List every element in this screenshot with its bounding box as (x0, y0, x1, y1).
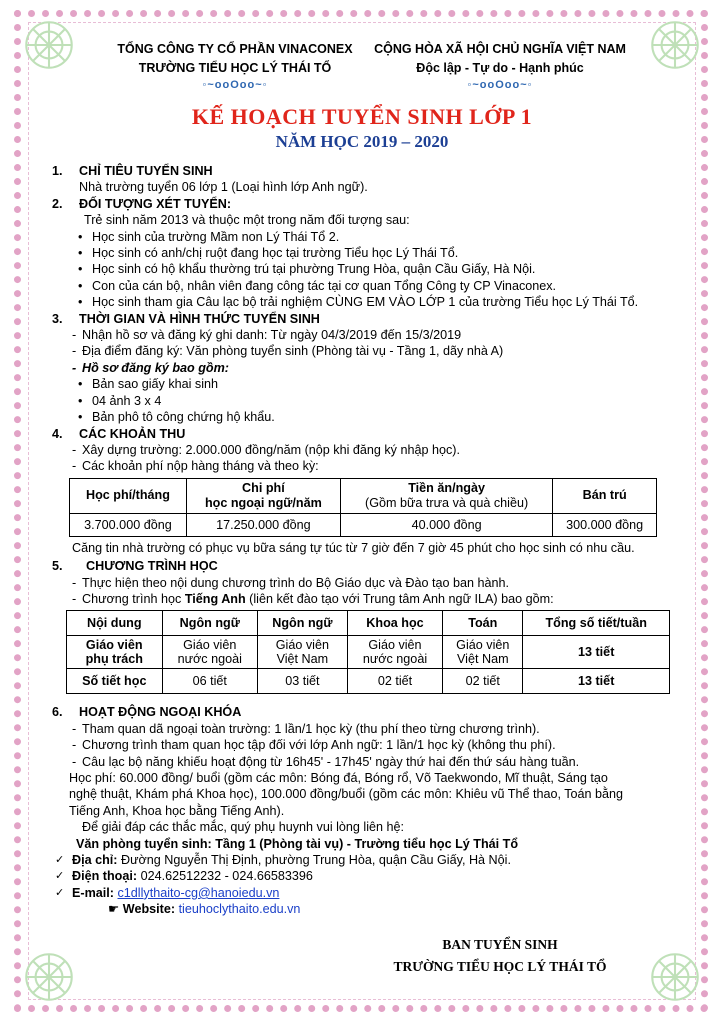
list-item: • 04 ảnh 3 x 4 (52, 393, 674, 409)
national-motto: Độc lập - Tự do - Hạnh phúc (416, 61, 584, 75)
table-header-cell: Bán trú (553, 478, 657, 513)
section-heading (52, 163, 674, 179)
fee-table (69, 478, 657, 537)
email-item (52, 885, 674, 901)
table-header-cell (186, 478, 340, 513)
table-header-cell: Học phí/tháng (70, 478, 187, 513)
section-number: 2. (52, 196, 63, 211)
table-cell: 13 tiết (523, 636, 670, 669)
cell-line: Giáo viên (368, 638, 422, 653)
list-item: • Con của cán bộ, nhân viên đang công tác tại cơ quan Tổng Công ty CP Vinaconex. (52, 278, 674, 294)
table-cell: 40.000 đồng (340, 513, 552, 536)
table-header-row (67, 611, 670, 636)
signature-line: BAN TUYỂN SINH (442, 937, 558, 952)
list-item: - Nhận hồ sơ và đăng ký ghi danh: Từ ngày 04/3/2019 đến 15/3/2019 (52, 327, 674, 343)
list-item (52, 591, 674, 607)
header-line: học ngoại ngữ/năm (204, 495, 322, 510)
national-header (370, 40, 630, 93)
corner-flower-icon (18, 946, 80, 1008)
table-header-cell (340, 478, 552, 513)
table-header-cell: Nội dung (67, 611, 163, 636)
org-name: TỔNG CÔNG TY CỔ PHẦN VINACONEX (117, 42, 353, 56)
paragraph: Nhà trường tuyển 06 lớp 1 (Loại hình lớp Anh ngữ). (79, 180, 368, 195)
table-cell (67, 636, 163, 669)
section-heading (52, 426, 674, 442)
section-heading (52, 704, 674, 720)
table-cell (347, 636, 442, 669)
paragraph: Học phí: 60.000 đồng/ buổi (gồm các môn: Bóng đá, Bóng rổ, Võ Taekwondo, Mĩ thuật, Sáng tạo (69, 770, 608, 785)
cell-line: nước ngoài (177, 652, 242, 667)
list-item: - Câu lạc bộ năng khiếu hoạt động từ 16h45' - 17h45' ngày thứ hai đến thứ sáu hàng tuần. (52, 754, 674, 770)
section-number: 5. (52, 559, 63, 574)
section-heading (52, 196, 674, 212)
signature-block (380, 934, 620, 978)
list-item: - Tham quan dã ngoại toàn trường: 1 lần/1 học kỳ (thu phí theo từng chương trình). (52, 721, 674, 737)
list-item: • Học sinh của trường Mầm non Lý Thái Tổ 2. (52, 229, 674, 245)
section-heading (52, 558, 674, 574)
list-item: • Học sinh tham gia Câu lạc bộ trải nghiệm CÙNG EM VÀO LỚP 1 của trường Tiểu học Lý Thái Tổ. (52, 294, 674, 310)
table-cell: 02 tiết (347, 669, 442, 694)
section-title: ĐỐI TƯỢNG XÉT TUYỂN: (79, 196, 232, 211)
section-number: 3. (52, 311, 63, 326)
table-cell: 06 tiết (162, 669, 257, 694)
table-header-row (70, 478, 657, 513)
cell-line: Giáo viên (183, 638, 237, 653)
corner-flower-icon (644, 14, 706, 76)
section-heading (52, 311, 674, 327)
field-label: Địa chỉ: (72, 853, 118, 867)
national-name: CỘNG HÒA XÃ HỘI CHỦ NGHĨA VIỆT NAM (374, 42, 626, 56)
cell-line: Giáo viên (456, 638, 510, 653)
signature-line: TRƯỜNG TIỂU HỌC LÝ THÁI TỔ (393, 959, 607, 974)
page-subtitle: NĂM HỌC 2019 – 2020 (275, 132, 449, 151)
table-cell: 3.700.000 đồng (70, 513, 187, 536)
list-item: • Học sinh có anh/chị ruột đang học tại trường Tiểu học Lý Thái Tổ. (52, 245, 674, 261)
paragraph: nghệ thuật, Khám phá Khoa học), 100.000 đồng/buổi (gồm các môn: Khiêu vũ Thể thao, Toán bằng (69, 787, 624, 802)
table-cell (162, 636, 257, 669)
field-label: E-mail: (72, 885, 114, 900)
list-item: • Bản phô tô công chứng hộ khẩu. (52, 409, 674, 425)
section-number: 1. (52, 164, 63, 178)
list-item: - Các khoản phí nộp hàng tháng và theo kỳ: (52, 458, 674, 474)
curriculum-table (66, 610, 670, 694)
list-item: - Thực hiện theo nội dung chương trình do Bộ Giáo dục và Đào tạo ban hành. (52, 575, 674, 591)
table-row (67, 636, 670, 669)
field-label: Điện thoại: (72, 869, 138, 884)
cell-line: Giáo viên (85, 638, 143, 653)
section-title: THỜI GIAN VÀ HÌNH THỨC TUYỂN SINH (79, 311, 320, 326)
corner-flower-icon (18, 14, 80, 76)
table-cell: 17.250.000 đồng (186, 513, 340, 536)
phone-item (52, 868, 674, 884)
paragraph: Trẻ sinh năm 2013 và thuộc một trong năm đối tượng sau: (84, 213, 410, 228)
ornament-divider-icon: ◦~ooOoo~◦ (467, 79, 533, 91)
school-name: TRƯỜNG TIỂU HỌC LÝ THÁI TỔ (138, 61, 332, 75)
field-label: Website: (122, 902, 176, 917)
list-item: • Học sinh có hộ khẩu thường trú tại phường Trung Hòa, quận Cầu Giấy, Hà Nội. (52, 261, 674, 277)
list-item: - Hồ sơ đăng ký bao gồm: (52, 360, 674, 376)
cell-line: Việt Nam (276, 652, 329, 667)
section-number: 6. (52, 705, 63, 720)
cell-line: Việt Nam (457, 652, 509, 667)
field-value: Đường Nguyễn Thị Định, phường Trung Hòa, quận Cầu Giấy, Hà Nội. (117, 853, 511, 867)
section-title: CHƯƠNG TRÌNH HỌC (86, 559, 218, 574)
table-cell: 03 tiết (257, 669, 347, 694)
pointing-hand-icon: ☛ (108, 902, 120, 917)
website-link[interactable]: tieuhoclythaito.edu.vn (178, 902, 301, 917)
cell-line: nước ngoài (362, 652, 428, 667)
list-item: • Bản sao giấy khai sinh (52, 376, 674, 392)
table-header-cell: Tổng số tiết/tuần (523, 611, 670, 636)
ornament-divider-icon: ◦~ooOoo~◦ (202, 79, 268, 91)
table-cell (257, 636, 347, 669)
table-row (70, 513, 657, 536)
page-title: KẾ HOẠCH TUYỂN SINH LỚP 1 (191, 104, 533, 129)
table-row (67, 669, 670, 694)
main-content (52, 163, 674, 918)
header-line: (Gồm bữa trưa và quà chiều) (365, 495, 529, 510)
table-cell: Số tiết học (67, 669, 163, 694)
paragraph: Căng tin nhà trường có phục vụ bữa sáng tự túc từ 7 giờ đến 7 giờ 45 phút cho học sinh có nhu cầu. (72, 540, 635, 555)
table-header-cell: Ngôn ngữ (257, 611, 347, 636)
paragraph: Tiếng Anh, Khoa học bằng Tiếng Anh). (69, 803, 285, 818)
table-cell: 02 tiết (443, 669, 523, 694)
section-title: CHỈ TIÊU TUYỂN SINH (79, 164, 213, 178)
table-cell (443, 636, 523, 669)
office-info: Văn phòng tuyển sinh: Tầng 1 (Phòng tài vụ) - Trường tiểu học Lý Thái Tổ (76, 836, 519, 851)
table-header-cell: Toán (443, 611, 523, 636)
cell-line: phụ trách (85, 652, 143, 667)
cell-line: Giáo viên (275, 638, 329, 653)
paragraph: Để giải đáp các thắc mắc, quý phụ huynh vui lòng liên hệ: (82, 820, 405, 835)
section-title: HOẠT ĐỘNG NGOẠI KHÓA (79, 705, 242, 720)
field-value: 024.62512232 - 024.66583396 (137, 869, 313, 884)
website-item (52, 901, 674, 917)
corner-flower-icon (644, 946, 706, 1008)
school-header (110, 40, 360, 93)
section-number: 4. (52, 426, 63, 441)
text-span: (liên kết đào tạo với Trung tâm Anh ngữ ILA) bao gồm: (245, 591, 554, 606)
section-title: CÁC KHOẢN THU (79, 426, 186, 441)
text-span: Chương trình học (82, 591, 185, 606)
table-cell: 300.000 đồng (553, 513, 657, 536)
list-item: - Địa điểm đăng ký: Văn phòng tuyển sinh (Phòng tài vụ - Tầng 1, dãy nhà A) (52, 343, 674, 359)
table-header-cell: Ngôn ngữ (162, 611, 257, 636)
table-header-cell: Khoa học (347, 611, 442, 636)
header-line: Chi phí (242, 480, 285, 495)
header-line: Tiền ăn/ngày (408, 480, 485, 495)
email-link[interactable]: c1dllythaito-cg@hanoiedu.vn (117, 885, 280, 900)
table-cell: 13 tiết (523, 669, 670, 694)
list-item: - Xây dựng trường: 2.000.000 đồng/năm (nộp khi đăng ký nhập học). (52, 442, 674, 458)
address-item (52, 852, 674, 868)
list-item: - Chương trình tham quan học tập đối với lớp Anh ngữ: 1 lần/1 học kỳ (không thu phí). (52, 737, 674, 753)
text-span: Tiếng Anh (184, 591, 246, 606)
